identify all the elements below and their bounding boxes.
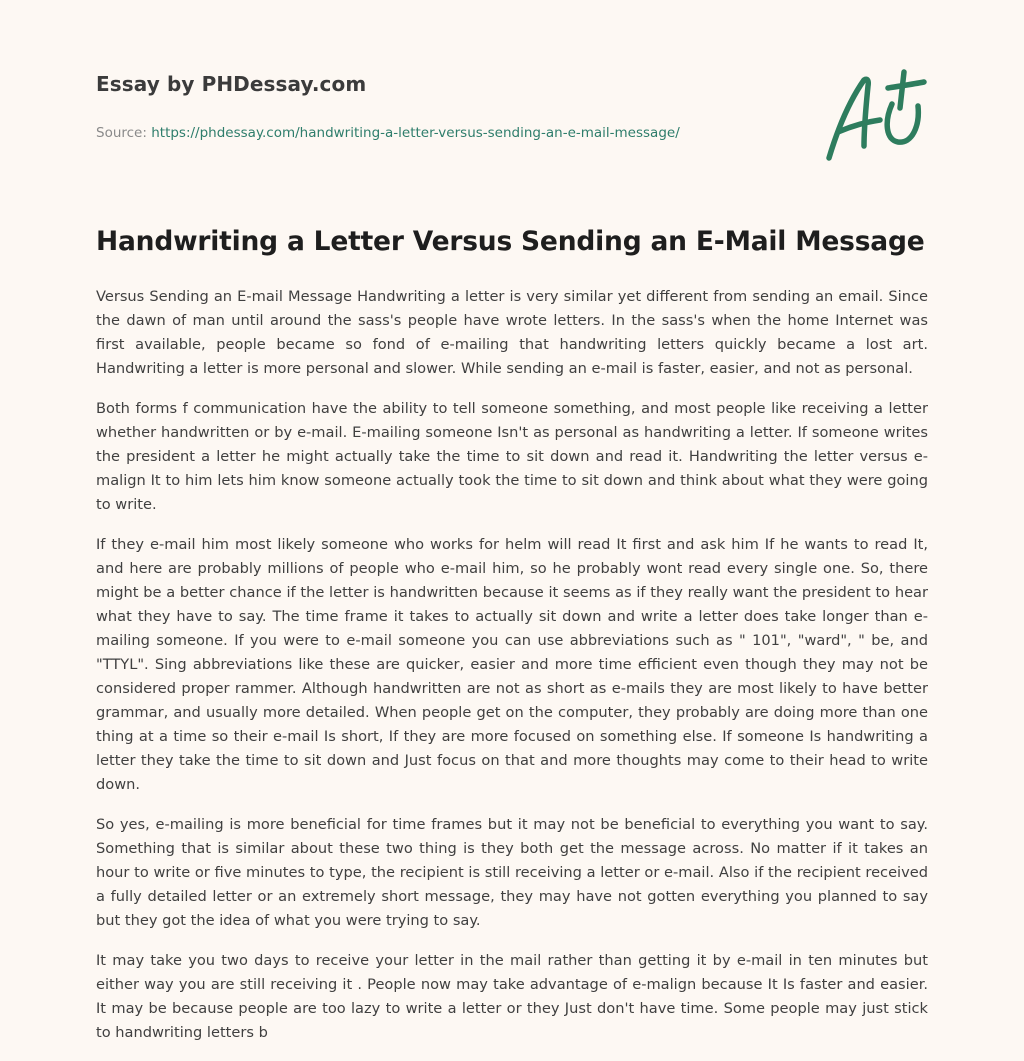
essay-paragraph: It may take you two days to receive your letter in the mail rather than getting it by e-mail in ten minutes but either way you are still receiving it . People now may take advantage of e-malign because It Is faster and easier. It may be because people are too lazy to write a letter or they Just don't have time. Some people may just stick to handwriting letters b <box>96 952 928 1041</box>
essay-paragraph: So yes, e-mailing is more beneficial for time frames but it may not be beneficial to everything you want to say. Something that is similar about these two thing is they both get the message across. No matter if it takes an hour to write or five minutes to type, the recipient is still receiving a letter or e-mail. Also if the recipient received a fully detailed letter or an extremely short message, they may have not gotten everything you planned to say but they got the idea of what you were trying to say. <box>96 816 928 929</box>
page-header <box>96 72 928 141</box>
a-plus-grade-icon <box>820 66 930 166</box>
source-link[interactable]: https://phdessay.com/handwriting-a-letter-versus-sending-an-e-mail-message/ <box>151 125 680 141</box>
source-label: Source: <box>96 125 147 141</box>
essay-title: Handwriting a Letter Versus Sending an E-Mail Message <box>96 226 925 257</box>
essay-body <box>96 285 928 1061</box>
a-plus-logo-svg <box>820 66 930 166</box>
essay-paragraph: Both forms f communication have the ability to tell someone something, and most people like receiving a letter whether handwritten or by e-mail. E-mailing someone Isn't as personal as handwriting a letter. If someone writes the president a letter he might actually take the time to sit down and read it. Handwriting the letter versus e-malign It to him lets him know someone actually took the time to sit down and think about what they were going to write. <box>96 400 928 513</box>
site-brand: Essay by PHDessay.com <box>96 72 367 96</box>
source-line <box>96 125 680 141</box>
essay-paragraph: If they e-mail him most likely someone who works for helm will read It first and ask him If he wants to read It, and here are probably millions of people who e-mail him, so he probably wont read every single one. So, there might be a better chance if the letter is handwritten because it seems as if they really want the president to hear what they have to say. The time frame it takes to actually sit down and write a letter does take longer than e-mailing someone. If you were to e-mail someone you can use abbreviations such as " 101", "ward", " be, and "TTYL". Sing abbreviations like these are quicker, easier and more time efficient even though they may not be considered proper rammer. Although handwritten are not as short as e-mails they are most likely to have better grammar, and usually more detailed. When people get on the computer, they probably are doing more than one thing at a time so their e-mail Is short, If they are more focused on something else. If someone Is handwriting a letter they take the time to sit down and Just focus on that and more thoughts may come to their head to write down. <box>96 536 928 793</box>
essay-paragraph: Versus Sending an E-mail Message Handwriting a letter is very similar yet different from sending an email. Since the dawn of man until around the sass's people have wrote letters. In the sass's when the home Internet was first available, people became so fond of e-mailing that handwriting letters quickly became a lost art. Handwriting a letter is more personal and slower. While sending an e-mail is faster, easier, and not as personal. <box>96 288 928 377</box>
